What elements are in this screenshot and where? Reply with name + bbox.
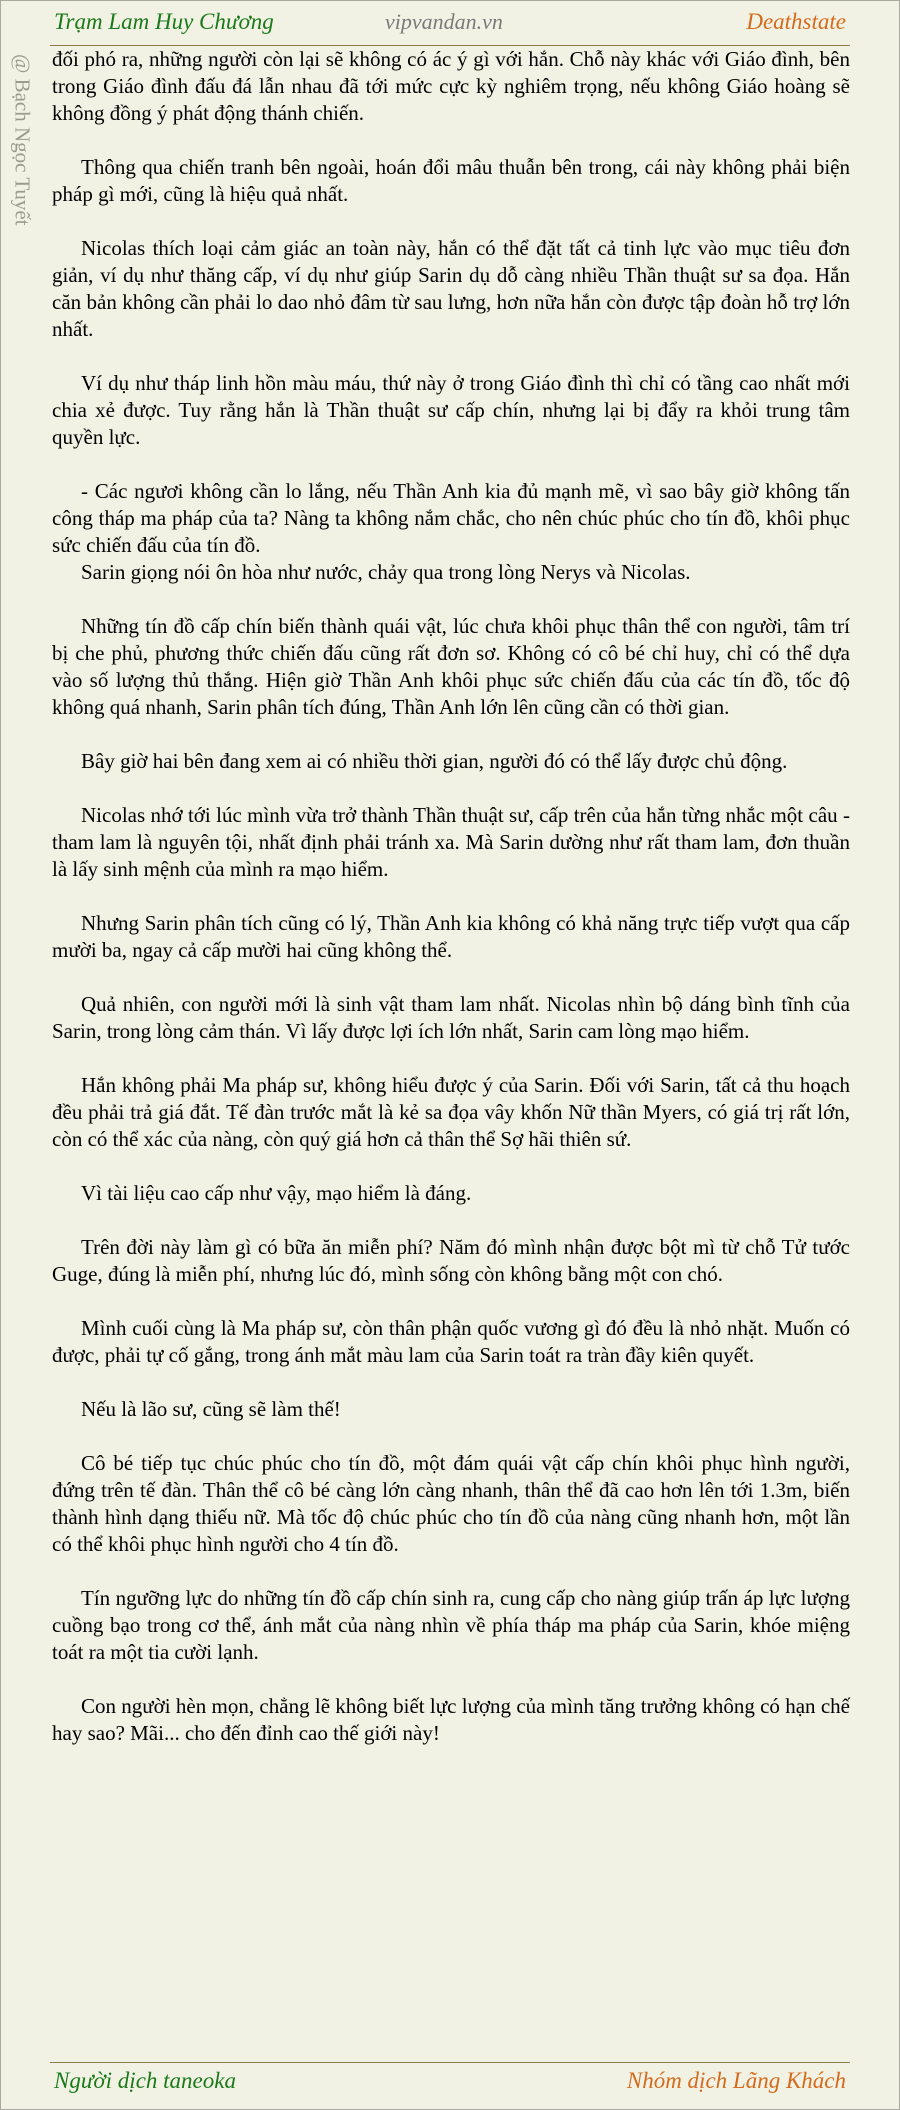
side-watermark (6, 54, 38, 264)
side-watermark-text: @ Bạch Ngọc Tuyết (10, 54, 35, 226)
paragraph: Nicolas nhớ tới lúc mình vừa trở thành Thần thuật sư, cấp trên của hắn từng nhắc một câu - tham lam là nguyên tội, nhất định phải tránh xa. Mà Sarin dường như rất tham lam, đơn thuần là lấy sinh mệnh của mình ra mạo hiểm. (52, 803, 850, 881)
paragraph: Ví dụ như tháp linh hồn màu máu, thứ này ở trong Giáo đình thì chỉ có tầng cao nhất mới chia xẻ được. Tuy rằng hắn là Thần thuật sư cấp chín, nhưng lại bị đẩy ra khỏi trung tâm quyền lực. (52, 371, 850, 449)
paragraph: - Các ngươi không cần lo lắng, nếu Thần Anh kia đủ mạnh mẽ, vì sao bây giờ không tấn công tháp ma pháp của ta? Nàng ta không nắm chắc, cho nên chúc phúc cho tín đồ, khôi phục sức chiến đấu của tín đồ. (52, 479, 850, 557)
paragraph: Vì tài liệu cao cấp như vậy, mạo hiểm là đáng. (81, 1181, 472, 1205)
footer-translator: Người dịch taneoka (54, 2068, 236, 2093)
header-site-name: Trạm Lam Huy Chương (54, 9, 274, 34)
header-url: vipvandan.vn (385, 9, 503, 34)
header-book-title: Deathstate (746, 9, 846, 34)
paragraph: Nicolas thích loại cảm giác an toàn này, hắn có thể đặt tất cả tinh lực vào mục tiêu đơn giản, ví dụ như thăng cấp, ví dụ như giúp Sarin dụ dỗ càng nhiều Thần thuật sư sa đọa. Hắn căn bản không cần phải lo dao nhỏ đâm từ sau lưng, hơn nữa hắn còn được tập đoàn hỗ trợ lớn nhất. (52, 236, 850, 341)
paragraph: Mình cuối cùng là Ma pháp sư, còn thân phận quốc vương gì đó đều là nhỏ nhặt. Muốn có được, phải tự cố gắng, trong ánh mắt màu lam của Sarin toát ra tràn đầy kiên quyết. (52, 1316, 850, 1367)
page-header (0, 0, 900, 48)
paragraph: đối phó ra, những người còn lại sẽ không có ác ý gì với hắn. Chỗ này khác với Giáo đình, bên trong Giáo đình đấu đá lẫn nhau đã tới mức cực kỳ nghiêm trọng, nếu không Giáo hoàng sẽ không đồng ý phát động thánh chiến. (52, 47, 850, 125)
paragraph: Hắn không phải Ma pháp sư, không hiểu được ý của Sarin. Đối với Sarin, tất cả thu hoạch đều phải trả giá đắt. Tế đàn trước mắt là kẻ sa đọa vây khốn Nữ thần Myers, có giá trị rất lớn, còn có thể xác của nàng, còn quý giá hơn cả thân thể Sợ hãi thiên sứ. (52, 1073, 850, 1151)
paragraph: Tín ngưỡng lực do những tín đồ cấp chín sinh ra, cung cấp cho nàng giúp trấn áp lực lượng cuồng bạo trong cơ thể, ánh mắt của nàng nhìn về phía tháp ma pháp của Sarin, khóe miệng toát ra một tia cười lạnh. (52, 1586, 850, 1664)
paragraph: Con người hèn mọn, chẳng lẽ không biết lực lượng của mình tăng trưởng không có hạn chế hay sao? Mãi... cho đến đỉnh cao thế giới này! (52, 1694, 850, 1745)
footer-divider (50, 2062, 850, 2063)
paragraph: Nhưng Sarin phân tích cũng có lý, Thần Anh kia không có khả năng trực tiếp vượt qua cấp mười ba, ngay cả cấp mười hai cũng không thể. (52, 911, 850, 962)
paragraph: Sarin giọng nói ôn hòa như nước, chảy qua trong lòng Nerys và Nicolas. (81, 560, 691, 584)
paragraph: Thông qua chiến tranh bên ngoài, hoán đổi mâu thuẫn bên trong, cái này không phải biện pháp gì mới, cũng là hiệu quả nhất. (52, 155, 850, 206)
paragraph: Bây giờ hai bên đang xem ai có nhiều thời gian, người đó có thể lấy được chủ động. (81, 749, 788, 773)
paragraph: Cô bé tiếp tục chúc phúc cho tín đồ, một đám quái vật cấp chín khôi phục hình người, đứng trên tế đàn. Thân thể cô bé càng lớn càng nhanh, thân thể đã cao hơn lên tới 1.3m, biến thành hình dạng thiếu nữ. Mà tốc độ chúc phúc cho tín đồ của nàng cũng nhanh hơn, một lần có thể khôi phục hình người cho 4 tín đồ. (52, 1451, 850, 1556)
footer-group: Nhóm dịch Lãng Khách (626, 2068, 846, 2093)
paragraph: Nếu là lão sư, cũng sẽ làm thế! (81, 1397, 341, 1421)
paragraph: Những tín đồ cấp chín biến thành quái vật, lúc chưa khôi phục thân thể con người, tâm trí bị che phủ, phương thức chiến đấu cũng rất đơn sơ. Không có cô bé chỉ huy, chỉ có thể dựa vào số lượng thủ thắng. Hiện giờ Thần Anh khôi phục sức chiến đấu của các tín đồ, tốc độ không quá nhanh, Sarin phân tích đúng, Thần Anh lớn lên cũng cần có thời gian. (52, 614, 850, 719)
paragraph: Trên đời này làm gì có bữa ăn miễn phí? Năm đó mình nhận được bột mì từ chỗ Tử tước Guge, đúng là miễn phí, nhưng lúc đó, mình sống còn không bằng một con chó. (52, 1235, 850, 1286)
paragraph: Quả nhiên, con người mới là sinh vật tham lam nhất. Nicolas nhìn bộ dáng bình tĩnh của Sarin, trong lòng cảm thán. Vì lấy được lợi ích lớn nhất, Sarin cam lòng mạo hiểm. (52, 992, 850, 1043)
chapter-text (52, 46, 850, 1774)
